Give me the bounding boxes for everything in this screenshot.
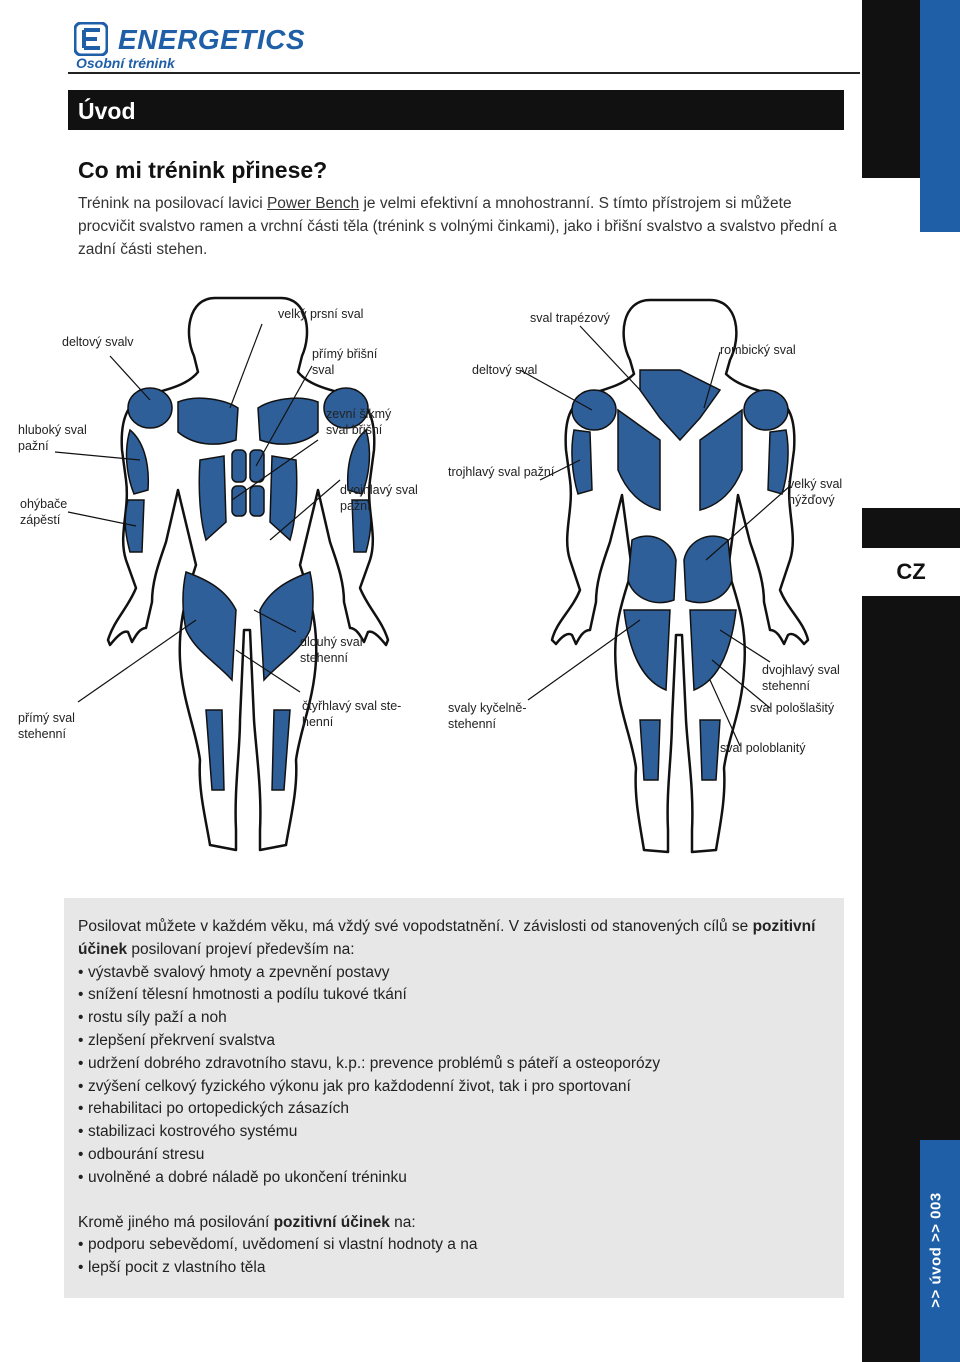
benefits-intro-start: Posilovat můžete v každém věku, má vždý své vopodstatnění. V závislosti od stanovených cílů se xyxy=(78,918,753,935)
front-left-deltoid xyxy=(128,388,172,428)
label-deltovy-sval: deltový sval xyxy=(472,363,538,377)
front-right-pectoral xyxy=(258,398,318,444)
intro-heading: Co mi trénink přinese? xyxy=(78,157,328,183)
section-title-bar xyxy=(68,90,844,130)
brand-name: ENERGETICS xyxy=(118,24,306,55)
front-body-outline xyxy=(108,298,388,850)
power-bench-link[interactable]: Power Bench xyxy=(266,195,360,212)
back-right-deltoid xyxy=(744,390,788,430)
left-gluteus xyxy=(628,536,676,602)
abs-4 xyxy=(250,486,264,516)
language-badge xyxy=(862,548,960,596)
label-zevni-sikmy: zevní šikmý sval břišní xyxy=(326,407,392,437)
abs-1 xyxy=(232,450,246,482)
brand-subtitle: Osobní trénink xyxy=(76,55,175,71)
benefits-list-2 xyxy=(78,1234,838,1280)
brand-logo xyxy=(74,20,304,76)
label-poloblanity: sval poloblanitý xyxy=(720,741,806,755)
label-primy-stehenni: přímý sval stehenní xyxy=(18,711,75,741)
back-left-deltoid xyxy=(572,390,616,430)
left-calf xyxy=(640,720,660,780)
intro-paragraph xyxy=(78,192,848,261)
benefits-second-bold: pozitivní účinek xyxy=(273,1213,390,1231)
list-item: • zvýšení celkový fyzického výkonu jak pro každodenní život, tak i pro sportovaní xyxy=(78,1076,838,1099)
right-gluteus xyxy=(684,536,732,602)
abs-3 xyxy=(232,486,246,516)
label-rombicky: rombický sval xyxy=(720,343,796,357)
label-ctyrhlavy: čtyřhlavý sval ste- henní xyxy=(302,699,402,729)
label-dvojhlavy-stehenni: dvojhlavý sval stehenní xyxy=(762,663,840,693)
list-item: • odbourání stresu xyxy=(78,1144,838,1167)
list-item: • stabilizaci kostrového systému xyxy=(78,1121,838,1144)
benefits-second-intro xyxy=(78,1212,838,1235)
label-dlouhy-stehenni: dlouhý sval stehenní xyxy=(300,635,363,665)
label-svaly-kycelne: svaly kyčelně- stehenní xyxy=(448,701,527,731)
list-item: • rehabilitaci po ortopedických zásazích xyxy=(78,1098,838,1121)
list-item: • podporu sebevědomí, uvědomení si vlastní hodnoty a na xyxy=(78,1234,838,1257)
list-item: • udržení dobrého zdravotního stavu, k.p.: prevence problémů s páteří a osteoporózy xyxy=(78,1053,838,1076)
muscle-anatomy-illustration xyxy=(0,290,860,890)
intro-text-start: Trénink na posilovací lavici xyxy=(78,195,267,212)
right-calf xyxy=(700,720,720,780)
label-dvojhlavy-pazni: dvojhlavý sval pažní xyxy=(340,483,418,513)
list-item: • snížení tělesní hmotnosti a podílu tukové tkání xyxy=(78,984,838,1007)
front-left-pectoral xyxy=(178,398,238,444)
label-sval-trapezovy: sval trapézový xyxy=(530,311,610,325)
right-triceps xyxy=(768,430,788,494)
page-tag: >> úvod >> 003 xyxy=(927,1192,945,1308)
label-deltovy-svalv: deltový svalv xyxy=(62,335,134,349)
list-item: • zlepšení překrvení svalstva xyxy=(78,1030,838,1053)
list-item: • lepší pocit z vlastního těla xyxy=(78,1257,838,1280)
benefits-box xyxy=(64,898,844,1298)
label-primy-brisni: přímý břišní sval xyxy=(312,347,378,377)
list-item: • rostu síly paží a noh xyxy=(78,1007,838,1030)
spacer xyxy=(78,1190,838,1212)
benefits-second-end: na: xyxy=(389,1213,416,1231)
side-accent-top xyxy=(920,0,960,232)
label-trojhlavy: trojhlavý sval pažní xyxy=(448,465,555,479)
language-code: CZ xyxy=(896,559,926,584)
muscle-anatomy-figure xyxy=(0,290,860,890)
benefits-list xyxy=(78,962,838,1190)
label-pololsasity: sval pološlašitý xyxy=(750,701,835,715)
header-divider xyxy=(68,72,860,74)
benefits-intro-bold: pozitivní účinek xyxy=(78,918,816,958)
label-velky-hyzdovy: velký sval hýžďový xyxy=(788,477,843,507)
list-item: • uvolněné a dobré náladě po ukončení tréninku xyxy=(78,1167,838,1190)
section-title: Úvod xyxy=(78,98,136,124)
benefits-second-start: Kromě jiného má posilování xyxy=(78,1213,274,1231)
label-hluboky-pazni: hluboký sval pažní xyxy=(18,423,87,453)
benefits-intro xyxy=(78,916,838,962)
intro-text-end: je velmi efektivní a mnohostranní. S tímto přístrojem si můžete procvičit svalstvo ramen a vrchní části těla (trénink s volnými činkami), jako i břišní svalstvo a svalstvo přední a zadní části stehen. xyxy=(78,195,837,258)
list-item: • výstavbě svalový hmoty a zpevnění postavy xyxy=(78,962,838,985)
energetics-logo-icon xyxy=(74,22,108,56)
benefits-intro-end: posilovaní projeví především na: xyxy=(127,940,355,958)
label-velky-prsni: velký prsní sval xyxy=(278,307,364,321)
label-ohybace: ohýbače zápěstí xyxy=(20,497,68,527)
